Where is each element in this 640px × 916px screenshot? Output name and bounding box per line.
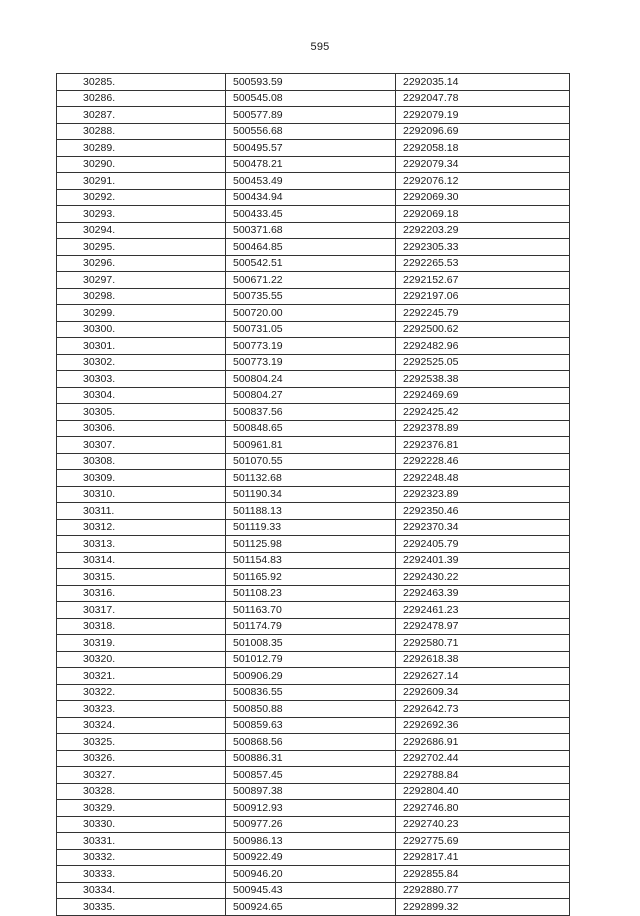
x-coordinate-cell: 500433.45 [226, 206, 396, 223]
x-coordinate-cell: 500897.38 [226, 783, 396, 800]
y-coordinate-cell: 2292804.40 [396, 783, 570, 800]
point-number-cell: 30317. [57, 602, 226, 619]
x-coordinate-cell: 500848.65 [226, 420, 396, 437]
y-coordinate-cell: 2292746.80 [396, 800, 570, 817]
x-coordinate-cell: 501012.79 [226, 651, 396, 668]
point-number-cell: 30300. [57, 321, 226, 338]
y-coordinate-cell: 2292376.81 [396, 437, 570, 454]
point-number-cell: 30319. [57, 635, 226, 652]
point-number-cell: 30324. [57, 717, 226, 734]
table-row [57, 156, 570, 173]
x-coordinate-cell: 501154.83 [226, 552, 396, 569]
y-coordinate-cell: 2292228.46 [396, 453, 570, 470]
table-row [57, 486, 570, 503]
y-coordinate-cell: 2292076.12 [396, 173, 570, 190]
table-row [57, 354, 570, 371]
point-number-cell: 30297. [57, 272, 226, 289]
table-row [57, 750, 570, 767]
x-coordinate-cell: 500735.55 [226, 288, 396, 305]
table-row [57, 387, 570, 404]
y-coordinate-cell: 2292855.84 [396, 866, 570, 883]
x-coordinate-cell: 501119.33 [226, 519, 396, 536]
table-row [57, 255, 570, 272]
table-row [57, 866, 570, 883]
x-coordinate-cell: 500924.65 [226, 899, 396, 916]
x-coordinate-cell: 500906.29 [226, 668, 396, 685]
table-row [57, 206, 570, 223]
table-row [57, 437, 570, 454]
point-number-cell: 30314. [57, 552, 226, 569]
y-coordinate-cell: 2292378.89 [396, 420, 570, 437]
y-coordinate-cell: 2292058.18 [396, 140, 570, 157]
y-coordinate-cell: 2292323.89 [396, 486, 570, 503]
y-coordinate-cell: 2292482.96 [396, 338, 570, 355]
table-row [57, 453, 570, 470]
x-coordinate-cell: 500495.57 [226, 140, 396, 157]
x-coordinate-cell: 501008.35 [226, 635, 396, 652]
table-row [57, 767, 570, 784]
y-coordinate-cell: 2292899.32 [396, 899, 570, 916]
y-coordinate-cell: 2292370.34 [396, 519, 570, 536]
table-row [57, 536, 570, 553]
point-number-cell: 30312. [57, 519, 226, 536]
table-row [57, 602, 570, 619]
x-coordinate-cell: 501070.55 [226, 453, 396, 470]
x-coordinate-cell: 500857.45 [226, 767, 396, 784]
x-coordinate-cell: 500593.59 [226, 74, 396, 91]
point-number-cell: 30285. [57, 74, 226, 91]
point-number-cell: 30322. [57, 684, 226, 701]
point-number-cell: 30311. [57, 503, 226, 520]
y-coordinate-cell: 2292461.23 [396, 602, 570, 619]
table-row [57, 321, 570, 338]
x-coordinate-cell: 500922.49 [226, 849, 396, 866]
y-coordinate-cell: 2292642.73 [396, 701, 570, 718]
point-number-cell: 30292. [57, 189, 226, 206]
table-row [57, 173, 570, 190]
table-row [57, 569, 570, 586]
point-number-cell: 30299. [57, 305, 226, 322]
x-coordinate-cell: 501174.79 [226, 618, 396, 635]
point-number-cell: 30326. [57, 750, 226, 767]
point-number-cell: 30291. [57, 173, 226, 190]
point-number-cell: 30308. [57, 453, 226, 470]
x-coordinate-cell: 500859.63 [226, 717, 396, 734]
y-coordinate-cell: 2292035.14 [396, 74, 570, 91]
x-coordinate-cell: 501125.98 [226, 536, 396, 553]
point-number-cell: 30335. [57, 899, 226, 916]
y-coordinate-cell: 2292152.67 [396, 272, 570, 289]
point-number-cell: 30315. [57, 569, 226, 586]
point-number-cell: 30328. [57, 783, 226, 800]
x-coordinate-cell: 500850.88 [226, 701, 396, 718]
point-number-cell: 30325. [57, 734, 226, 751]
table-row [57, 684, 570, 701]
point-number-cell: 30313. [57, 536, 226, 553]
y-coordinate-cell: 2292430.22 [396, 569, 570, 586]
y-coordinate-cell: 2292686.91 [396, 734, 570, 751]
table-row [57, 371, 570, 388]
point-number-cell: 30289. [57, 140, 226, 157]
point-number-cell: 30295. [57, 239, 226, 256]
y-coordinate-cell: 2292538.38 [396, 371, 570, 388]
y-coordinate-cell: 2292203.29 [396, 222, 570, 239]
x-coordinate-cell: 500556.68 [226, 123, 396, 140]
y-coordinate-cell: 2292265.53 [396, 255, 570, 272]
y-coordinate-cell: 2292096.69 [396, 123, 570, 140]
table-row [57, 783, 570, 800]
y-coordinate-cell: 2292305.33 [396, 239, 570, 256]
x-coordinate-cell: 501188.13 [226, 503, 396, 520]
point-number-cell: 30316. [57, 585, 226, 602]
y-coordinate-cell: 2292350.46 [396, 503, 570, 520]
point-number-cell: 30310. [57, 486, 226, 503]
y-coordinate-cell: 2292580.71 [396, 635, 570, 652]
table-row [57, 123, 570, 140]
point-number-cell: 30305. [57, 404, 226, 421]
x-coordinate-cell: 501108.23 [226, 585, 396, 602]
table-row [57, 140, 570, 157]
x-coordinate-cell: 501163.70 [226, 602, 396, 619]
table-row [57, 618, 570, 635]
x-coordinate-cell: 501190.34 [226, 486, 396, 503]
x-coordinate-cell: 500478.21 [226, 156, 396, 173]
y-coordinate-cell: 2292618.38 [396, 651, 570, 668]
point-number-cell: 30302. [57, 354, 226, 371]
y-coordinate-cell: 2292079.19 [396, 107, 570, 124]
table-row [57, 239, 570, 256]
point-number-cell: 30288. [57, 123, 226, 140]
point-number-cell: 30320. [57, 651, 226, 668]
y-coordinate-cell: 2292478.97 [396, 618, 570, 635]
table-row [57, 338, 570, 355]
x-coordinate-cell: 500371.68 [226, 222, 396, 239]
y-coordinate-cell: 2292525.05 [396, 354, 570, 371]
x-coordinate-cell: 500886.31 [226, 750, 396, 767]
table-row [57, 585, 570, 602]
point-number-cell: 30334. [57, 882, 226, 899]
y-coordinate-cell: 2292248.48 [396, 470, 570, 487]
x-coordinate-cell: 500946.20 [226, 866, 396, 883]
x-coordinate-cell: 500945.43 [226, 882, 396, 899]
x-coordinate-cell: 501132.68 [226, 470, 396, 487]
page-number: 595 [310, 41, 330, 53]
table-row [57, 503, 570, 520]
y-coordinate-cell: 2292702.44 [396, 750, 570, 767]
y-coordinate-cell: 2292740.23 [396, 816, 570, 833]
table-row [57, 470, 570, 487]
coordinates-table-body [57, 74, 570, 916]
table-row [57, 882, 570, 899]
point-number-cell: 30327. [57, 767, 226, 784]
x-coordinate-cell: 500986.13 [226, 833, 396, 850]
table-row [57, 107, 570, 124]
y-coordinate-cell: 2292627.14 [396, 668, 570, 685]
table-row [57, 651, 570, 668]
point-number-cell: 30301. [57, 338, 226, 355]
point-number-cell: 30296. [57, 255, 226, 272]
y-coordinate-cell: 2292775.69 [396, 833, 570, 850]
table-row [57, 288, 570, 305]
y-coordinate-cell: 2292500.62 [396, 321, 570, 338]
table-row [57, 189, 570, 206]
point-number-cell: 30321. [57, 668, 226, 685]
y-coordinate-cell: 2292880.77 [396, 882, 570, 899]
table-row [57, 668, 570, 685]
table-row [57, 90, 570, 107]
point-number-cell: 30331. [57, 833, 226, 850]
y-coordinate-cell: 2292245.79 [396, 305, 570, 322]
table-row [57, 800, 570, 817]
table-row [57, 816, 570, 833]
table-row [57, 635, 570, 652]
table-row [57, 420, 570, 437]
x-coordinate-cell: 500545.08 [226, 90, 396, 107]
x-coordinate-cell: 500773.19 [226, 338, 396, 355]
point-number-cell: 30304. [57, 387, 226, 404]
x-coordinate-cell: 500671.22 [226, 272, 396, 289]
y-coordinate-cell: 2292788.84 [396, 767, 570, 784]
x-coordinate-cell: 500434.94 [226, 189, 396, 206]
point-number-cell: 30307. [57, 437, 226, 454]
x-coordinate-cell: 500731.05 [226, 321, 396, 338]
x-coordinate-cell: 500804.24 [226, 371, 396, 388]
y-coordinate-cell: 2292463.39 [396, 585, 570, 602]
x-coordinate-cell: 500453.49 [226, 173, 396, 190]
point-number-cell: 30332. [57, 849, 226, 866]
point-number-cell: 30290. [57, 156, 226, 173]
x-coordinate-cell: 500773.19 [226, 354, 396, 371]
x-coordinate-cell: 500977.26 [226, 816, 396, 833]
y-coordinate-cell: 2292469.69 [396, 387, 570, 404]
table-row [57, 74, 570, 91]
table-row [57, 305, 570, 322]
point-number-cell: 30318. [57, 618, 226, 635]
point-number-cell: 30330. [57, 816, 226, 833]
point-number-cell: 30286. [57, 90, 226, 107]
x-coordinate-cell: 500464.85 [226, 239, 396, 256]
table-row [57, 404, 570, 421]
y-coordinate-cell: 2292069.18 [396, 206, 570, 223]
y-coordinate-cell: 2292609.34 [396, 684, 570, 701]
table-row [57, 519, 570, 536]
point-number-cell: 30287. [57, 107, 226, 124]
point-number-cell: 30333. [57, 866, 226, 883]
x-coordinate-cell: 500542.51 [226, 255, 396, 272]
point-number-cell: 30306. [57, 420, 226, 437]
y-coordinate-cell: 2292197.06 [396, 288, 570, 305]
x-coordinate-cell: 501165.92 [226, 569, 396, 586]
y-coordinate-cell: 2292069.30 [396, 189, 570, 206]
table-row [57, 833, 570, 850]
table-row [57, 717, 570, 734]
point-number-cell: 30298. [57, 288, 226, 305]
y-coordinate-cell: 2292405.79 [396, 536, 570, 553]
x-coordinate-cell: 500720.00 [226, 305, 396, 322]
table-row [57, 222, 570, 239]
table-row [57, 552, 570, 569]
y-coordinate-cell: 2292079.34 [396, 156, 570, 173]
y-coordinate-cell: 2292692.36 [396, 717, 570, 734]
table-row [57, 849, 570, 866]
table-row [57, 701, 570, 718]
x-coordinate-cell: 500577.89 [226, 107, 396, 124]
point-number-cell: 30303. [57, 371, 226, 388]
x-coordinate-cell: 500836.55 [226, 684, 396, 701]
x-coordinate-cell: 500837.56 [226, 404, 396, 421]
table-row [57, 734, 570, 751]
table-row [57, 272, 570, 289]
point-number-cell: 30329. [57, 800, 226, 817]
coordinates-table [56, 73, 570, 916]
point-number-cell: 30293. [57, 206, 226, 223]
x-coordinate-cell: 500961.81 [226, 437, 396, 454]
table-row [57, 899, 570, 916]
y-coordinate-cell: 2292401.39 [396, 552, 570, 569]
y-coordinate-cell: 2292047.78 [396, 90, 570, 107]
point-number-cell: 30309. [57, 470, 226, 487]
point-number-cell: 30294. [57, 222, 226, 239]
x-coordinate-cell: 500912.93 [226, 800, 396, 817]
y-coordinate-cell: 2292425.42 [396, 404, 570, 421]
y-coordinate-cell: 2292817.41 [396, 849, 570, 866]
point-number-cell: 30323. [57, 701, 226, 718]
x-coordinate-cell: 500868.56 [226, 734, 396, 751]
x-coordinate-cell: 500804.27 [226, 387, 396, 404]
